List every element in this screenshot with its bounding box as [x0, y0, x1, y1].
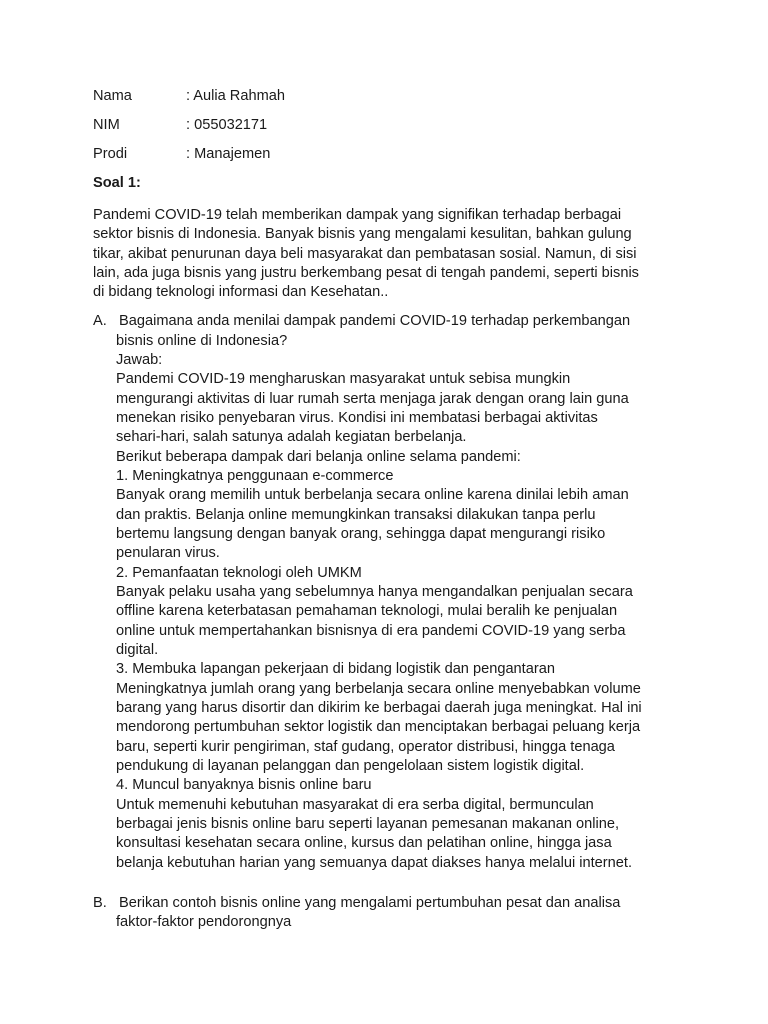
answer-line: penularan virus.	[116, 545, 220, 561]
answer-line: pendukung di layanan pelanggan dan pengelolaan sistem logistik digital.	[116, 758, 585, 774]
prodi-label: Prodi	[93, 146, 128, 162]
point-heading-3: 3. Membuka lapangan pekerjaan di bidang logistik dan pengantaran	[116, 661, 555, 677]
answer-line: Banyak pelaku usaha yang sebelumnya hanya mengandalkan penjualan secara	[116, 584, 633, 600]
point-heading-4: 4. Muncul banyaknya bisnis online baru	[116, 777, 372, 793]
question-a-line: bisnis online di Indonesia?	[116, 333, 288, 349]
question-b-line: Berikan contoh bisnis online yang mengalami pertumbuhan pesat dan analisa	[119, 895, 621, 911]
question-b-marker: B.	[93, 895, 107, 911]
answer-line: belanja kebutuhan harian yang semuanya dapat diakses hanya melalui internet.	[116, 855, 632, 871]
intro-line: lain, ada juga bisnis yang justru berkembang pesat di tengah pandemi, seperti bisnis	[93, 265, 639, 281]
answer-line: Meningkatnya jumlah orang yang berbelanja secara online menyebabkan volume	[116, 681, 641, 697]
nama-label: Nama	[93, 88, 132, 104]
point-heading-1: 1. Meningkatnya penggunaan e-commerce	[116, 468, 394, 484]
answer-line: online untuk mempertahankan bisnisnya di era pandemi COVID-19 yang serba	[116, 623, 626, 639]
answer-line: mengurangi aktivitas di luar rumah serta menjaga jarak dengan orang lain guna	[116, 391, 629, 407]
answer-line: menekan risiko penyebaran virus. Kondisi ini membatasi berbagai aktivitas	[116, 410, 598, 426]
intro-line: tikar, akibat penurunan daya beli masyarakat dan pembatasan sosial. Namun, di sisi	[93, 246, 637, 262]
nama-value: : Aulia Rahmah	[186, 88, 285, 104]
intro-line: Pandemi COVID-19 telah memberikan dampak yang signifikan terhadap berbagai	[93, 207, 622, 223]
answer-line: konsultasi kesehatan secara online, kursus dan pelatihan online, hingga jasa	[116, 835, 612, 851]
question-b-line: faktor-faktor pendorongnya	[116, 914, 292, 930]
answer-line: dan praktis. Belanja online memungkinkan transaksi dilakukan tanpa perlu	[116, 507, 596, 523]
answer-line: Banyak orang memilih untuk berbelanja secara online karena dinilai lebih aman	[116, 487, 629, 503]
answer-line: offline karena keterbatasan pemahaman teknologi, mulai beralih ke penjualan	[116, 603, 618, 619]
question-a-line: Bagaimana anda menilai dampak pandemi COVID-19 terhadap perkembangan	[119, 313, 631, 329]
answer-line: digital.	[116, 642, 159, 658]
answer-line: berbagai jenis bisnis online baru seperti layanan pemesanan makanan online,	[116, 816, 620, 832]
answer-line: baru, seperti kurir pengiriman, staf gudang, operator distribusi, hingga tenaga	[116, 739, 615, 755]
prodi-value: : Manajemen	[186, 146, 271, 162]
answer-line: bertemu langsung dengan banyak orang, sehingga dapat mengurangi risiko	[116, 526, 606, 542]
answer-line: barang yang harus disortir dan dikirim ke berbagai daerah juga meningkat. Hal ini	[116, 700, 642, 716]
answer-line: Berikut beberapa dampak dari belanja online selama pandemi:	[116, 449, 521, 465]
intro-line: di bidang teknologi informasi dan Kesehatan..	[93, 284, 389, 300]
answer-line: Untuk memenuhi kebutuhan masyarakat di era serba digital, bermunculan	[116, 797, 594, 813]
answer-line: mendorong pertumbuhan sektor logistik dan menciptakan berbagai peluang kerja	[116, 719, 641, 735]
nim-value: : 055032171	[186, 117, 268, 133]
intro-line: sektor bisnis di Indonesia. Banyak bisnis yang mengalami kesulitan, bahkan gulung	[93, 226, 632, 242]
soal-title: Soal 1:	[93, 175, 141, 191]
question-a-marker: A.	[93, 313, 107, 329]
nim-label: NIM	[93, 117, 120, 133]
answer-line: Pandemi COVID-19 mengharuskan masyarakat untuk sebisa mungkin	[116, 371, 571, 387]
answer-label: Jawab:	[116, 352, 163, 368]
answer-line: sehari-hari, salah satunya adalah kegiatan berbelanja.	[116, 429, 467, 445]
point-heading-2: 2. Pemanfaatan teknologi oleh UMKM	[116, 565, 362, 581]
